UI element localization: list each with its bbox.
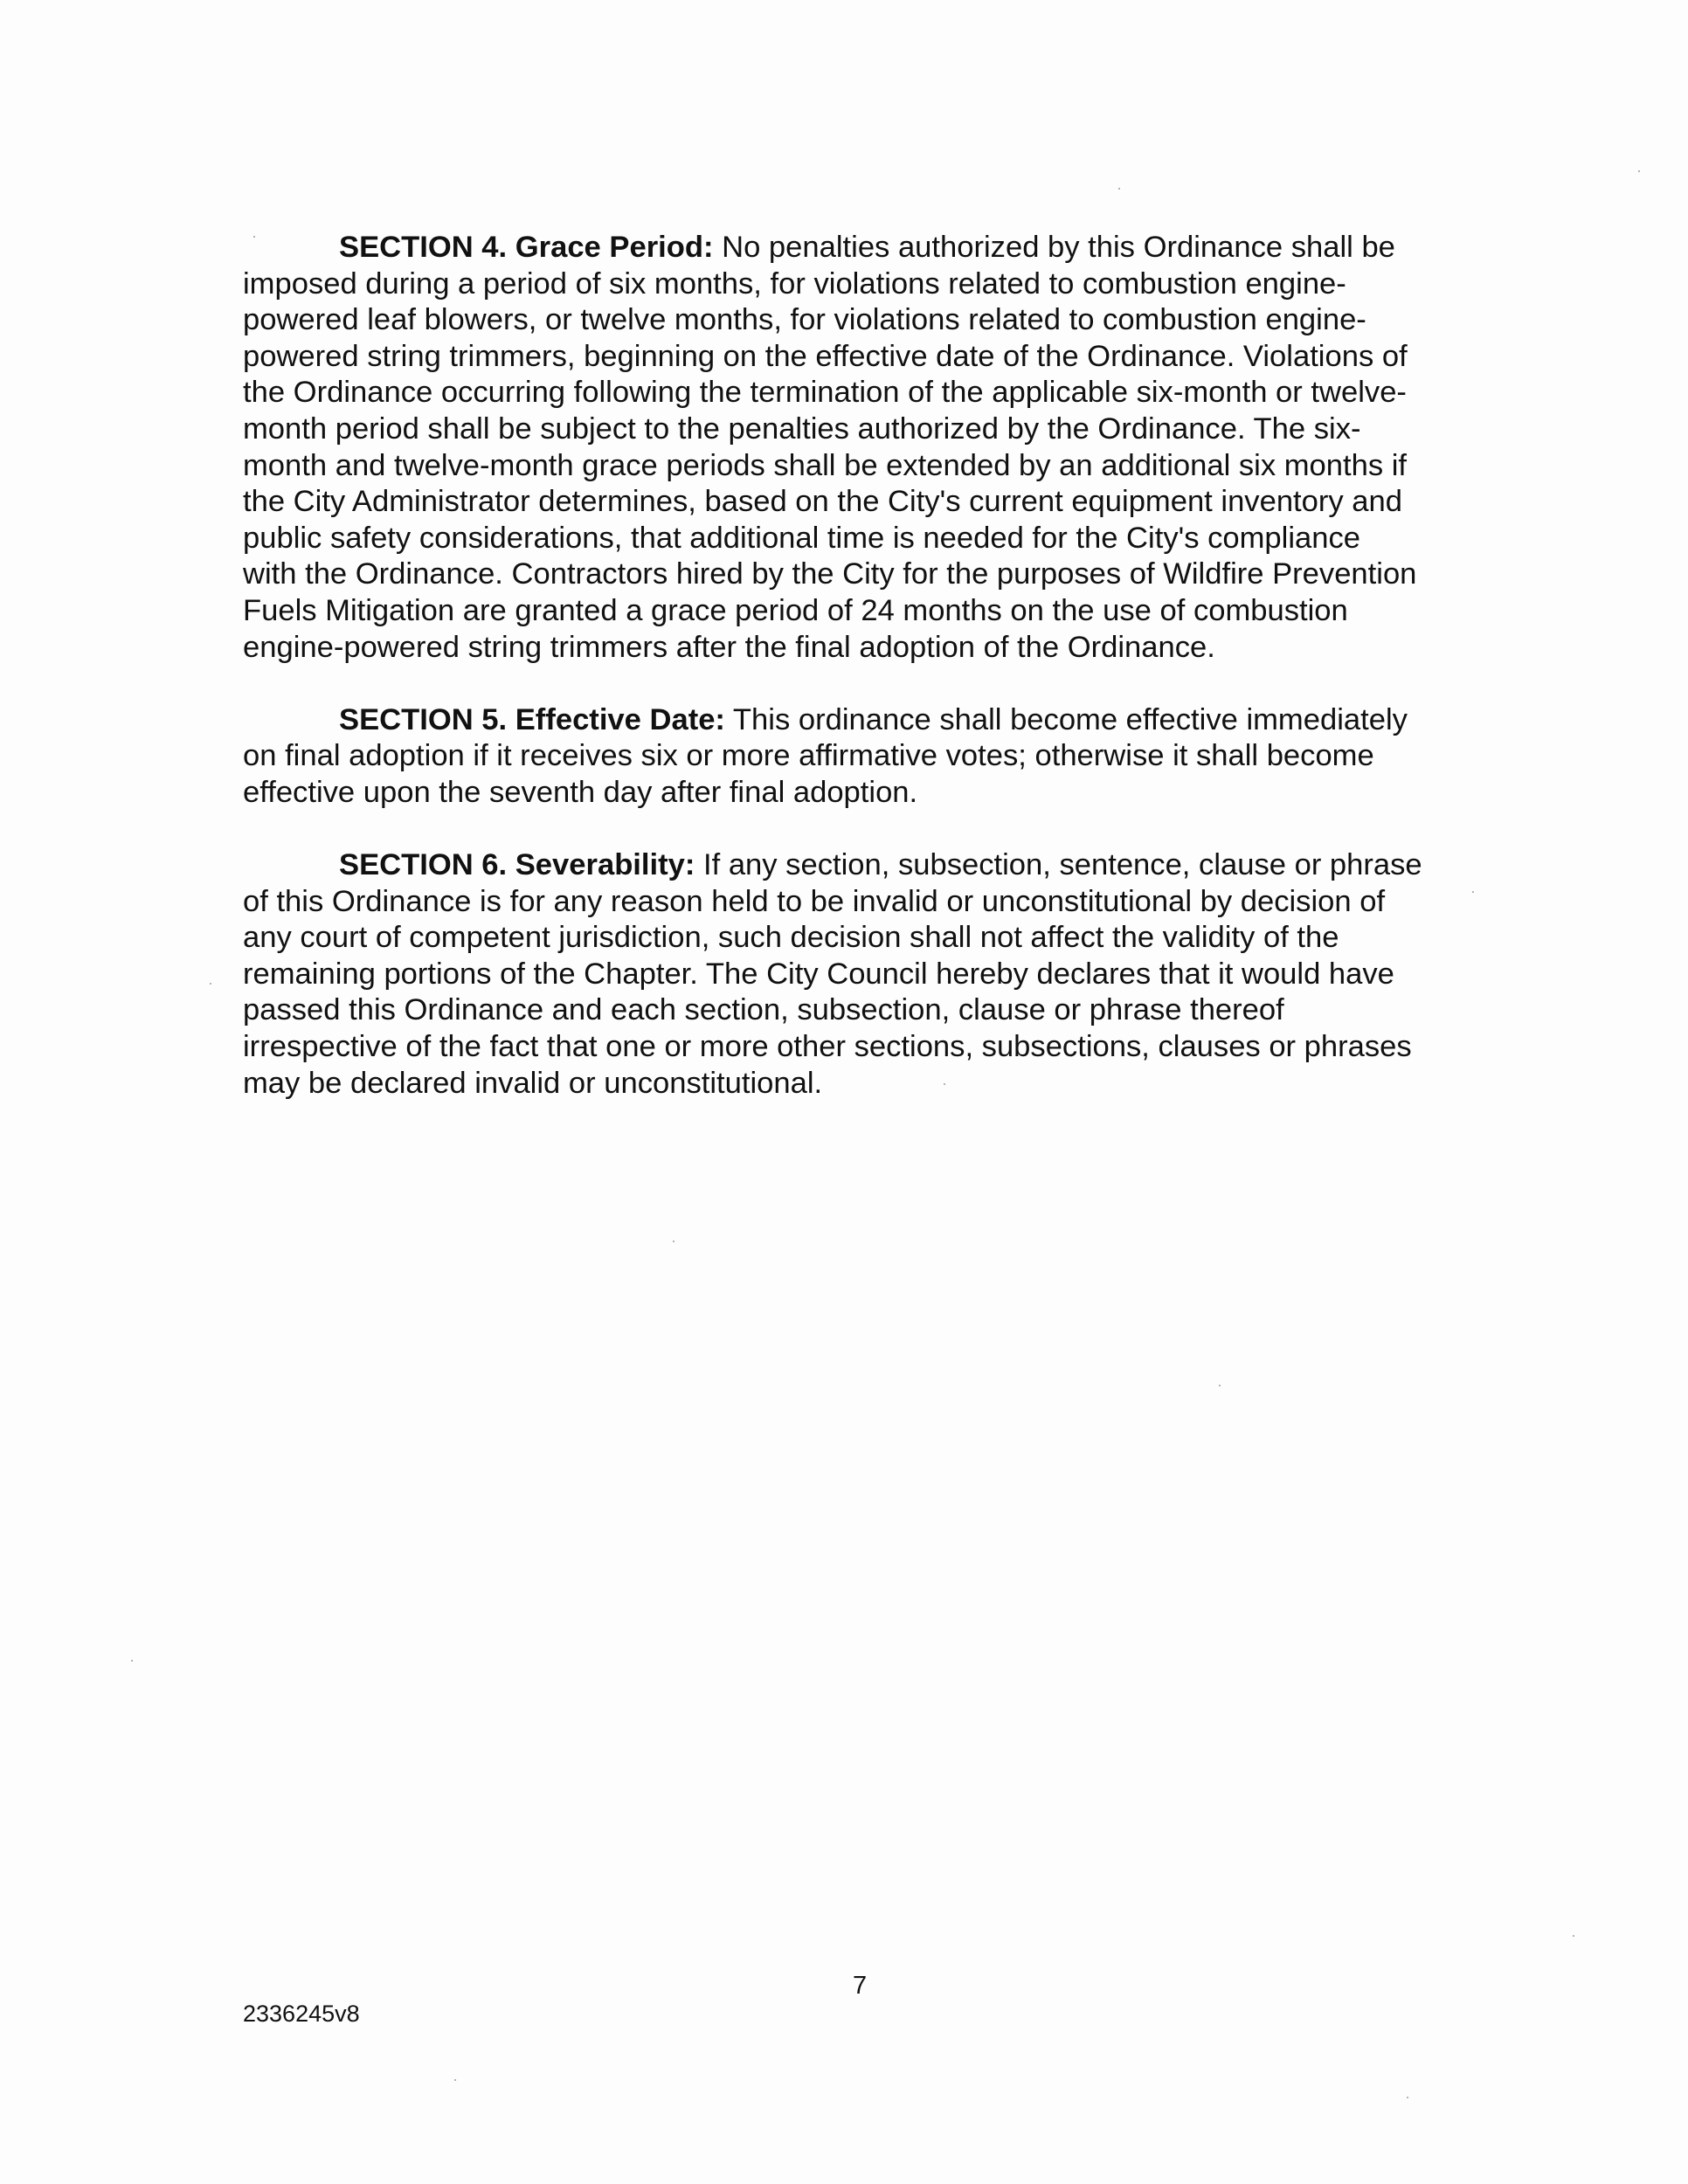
section-6-line: passed this Ordinance and each section, subsection, clause or phrase thereof: [243, 993, 1284, 1027]
section-4-line: with the Ordinance. Contractors hired by the City for the purposes of Wildfire Prevention: [243, 557, 1417, 591]
section-4-line: the Ordinance occurring following the termination of the applicable six-month or twelve-: [243, 376, 1407, 410]
section-6-line: any court of competent jurisdiction, such decision shall not affect the validity of the: [243, 921, 1339, 955]
scan-speck: [454, 2079, 456, 2081]
page-number: 7: [853, 1972, 868, 2000]
section-4-line: month period shall be subject to the penalties authorized by the Ordinance. The six-: [243, 411, 1361, 446]
scan-speck: [1219, 1385, 1221, 1386]
scan-speck: [673, 1241, 675, 1242]
section-6-heading: SECTION 6. Severability:: [339, 848, 695, 882]
section-5-line: on final adoption if it receives six or more affirmative votes; otherwise it shall become: [243, 739, 1374, 773]
section-5-first-line: SECTION 5. Effective Date: This ordinance shall become effective immediately: [339, 702, 1408, 736]
scan-speck: [1407, 2097, 1408, 2098]
section-6-first-line: SECTION 6. Severability: If any section, subsection, sentence, clause or phrase: [339, 848, 1422, 882]
scan-speck: [944, 1083, 945, 1085]
section-4-heading: SECTION 4. Grace Period:: [339, 231, 714, 264]
section-6: [243, 847, 1482, 1102]
scan-speck: [1472, 891, 1474, 893]
section-4-line: month and twelve-month grace periods shall be extended by an additional six months if: [243, 448, 1408, 482]
scan-speck: [1573, 1935, 1574, 1937]
section-6-line: of this Ordinance is for any reason held to be invalid or unconstitutional by decision of: [243, 884, 1386, 918]
section-4-line: powered string trimmers, beginning on the effective date of the Ordinance. Violations of: [243, 339, 1408, 373]
section-5-heading: SECTION 5. Effective Date:: [339, 702, 725, 736]
document-id: 2336245v8: [243, 2001, 360, 2027]
section-4-line: the City Administrator determines, based on the City's current equipment inventory and: [243, 485, 1403, 519]
ordinance-body: [243, 230, 1482, 1138]
section-4-line: powered leaf blowers, or twelve months, for violations related to combustion engine-: [243, 303, 1366, 337]
section-4-line: public safety considerations, that additional time is needed for the City's compliance: [243, 521, 1361, 555]
scan-speck: [210, 983, 211, 985]
section-5-line: effective upon the seventh day after final adoption.: [243, 775, 918, 809]
scan-speck: [1118, 188, 1120, 190]
section-6-line: may be declared invalid or unconstitutional.: [243, 1066, 823, 1100]
scan-speck: [1638, 170, 1640, 172]
section-4-line: imposed during a period of six months, for violations related to combustion engine-: [243, 266, 1346, 301]
section-6-line: irrespective of the fact that one or more other sections, subsections, clauses or phrases: [243, 1030, 1412, 1064]
scan-speck: [253, 236, 255, 238]
scan-speck: [131, 1660, 133, 1662]
section-4: [243, 230, 1482, 666]
section-4-first-line: SECTION 4. Grace Period: No penalties authorized by this Ordinance shall be: [339, 231, 1395, 264]
section-4-line: engine-powered string trimmers after the final adoption of the Ordinance.: [243, 630, 1215, 664]
section-6-line: remaining portions of the Chapter. The City Council hereby declares that it would have: [243, 957, 1394, 991]
section-5: [243, 702, 1482, 812]
section-4-line: Fuels Mitigation are granted a grace period of 24 months on the use of combustion: [243, 593, 1348, 627]
